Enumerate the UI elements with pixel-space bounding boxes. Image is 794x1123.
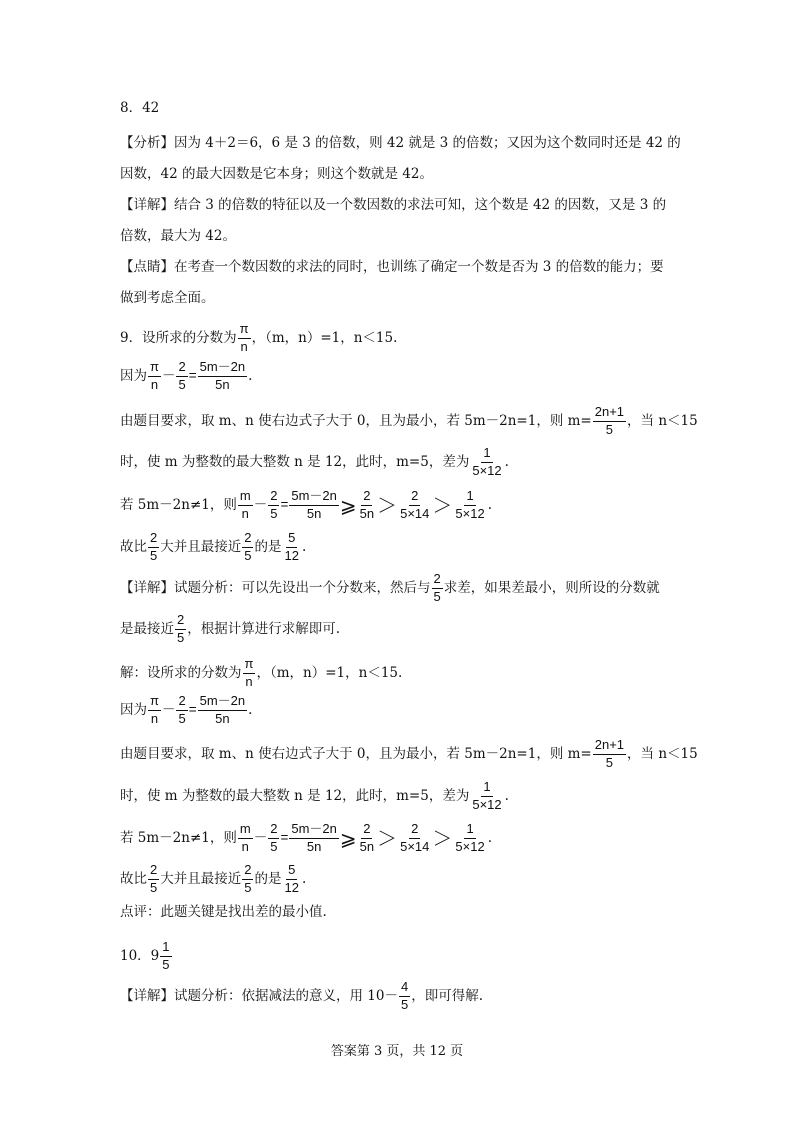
q9-solution-because-line	[120, 694, 252, 727]
fraction-5m-2n-over-5n	[198, 360, 248, 393]
numerator: 1	[464, 489, 475, 506]
numerator: 2	[268, 822, 279, 839]
denominator: 5n	[215, 376, 230, 392]
numerator: 2	[432, 572, 443, 589]
numerator: 2	[175, 613, 186, 630]
fraction-2-over-5	[268, 822, 279, 855]
denominator: 5	[150, 879, 158, 895]
denominator: 5	[605, 754, 613, 770]
denominator: 12	[284, 547, 299, 563]
numerator: π	[148, 360, 161, 377]
denominator: 5	[244, 879, 252, 895]
denominator: 12	[284, 879, 299, 895]
denominator: n	[245, 673, 253, 689]
q9-detail-line2	[120, 613, 340, 646]
q8-answer: 8．42	[120, 100, 160, 116]
q8-analysis-line1: 【分析】因为 4＋2＝6，6 是 3 的倍数，则 42 就是 3 的倍数；又因为这个数同时还是 42 的	[120, 135, 681, 151]
fraction-1-over-5	[160, 940, 171, 973]
denominator: 5n	[359, 838, 375, 854]
q8-analysis-line2: 因数，42 的最大因数是它本身；则这个数就是 42。	[120, 166, 433, 182]
numerator: π	[238, 322, 251, 339]
denominator: 5n	[306, 505, 322, 521]
numerator: 1	[160, 940, 171, 957]
fraction-1-over-5x12	[470, 446, 503, 479]
fraction-2-over-5x14	[398, 489, 431, 522]
fraction-2-over-5x14	[398, 822, 431, 855]
denominator: 5×14	[400, 838, 430, 854]
denominator: 5	[150, 547, 158, 563]
q10-answer-line	[120, 940, 173, 973]
period: .	[248, 701, 253, 718]
text: ，（m，n）=1，n＜15.	[256, 664, 403, 681]
gt-sign: ＞	[377, 493, 398, 518]
numerator: 2	[361, 822, 372, 839]
period: .	[504, 787, 509, 804]
fraction-2-over-5	[242, 531, 253, 564]
q9-solution-conclusion-line	[120, 863, 306, 896]
q8-comment-line1: 【点睛】在考查一个数因数的求法的同时，也训练了确定一个数是否为 3 的倍数的能力；要	[120, 259, 664, 275]
minus-sign: －	[161, 701, 176, 717]
q9-solution-ne-line	[120, 822, 492, 855]
fraction-2-over-5	[175, 613, 186, 646]
numerator: 2	[242, 531, 253, 548]
denominator: 5	[605, 421, 613, 437]
text: 因为	[120, 701, 147, 718]
denominator: 5n	[215, 710, 230, 726]
period: .	[487, 496, 492, 513]
text: 由题目要求，取 m、n 使右边式子大于 0，且为最小，若 5m－2n=1，则 m=	[120, 412, 592, 429]
denominator: 5	[178, 376, 186, 392]
period: .	[487, 829, 492, 846]
fraction-4-over-5	[399, 980, 410, 1013]
equals-sign: =	[280, 829, 289, 845]
numerator: 1	[464, 822, 475, 839]
denominator: 5	[178, 710, 186, 726]
text: 【详解】试题分析：可以先设出一个分数来，然后与	[120, 579, 431, 596]
gt-sign: ＞	[377, 826, 398, 851]
numerator: 2	[361, 489, 372, 506]
numerator: 1	[481, 446, 492, 463]
q9-set-line	[120, 322, 397, 355]
text: 大并且最接近	[160, 538, 242, 555]
q9-solution-set-line	[120, 657, 402, 690]
fraction-5-over-12	[282, 863, 300, 896]
text: 求差，如果差最小，则所设的分数就	[443, 579, 660, 596]
fraction-pi-over-n	[238, 322, 251, 355]
denominator: 5×12	[472, 796, 502, 812]
period: .	[248, 367, 253, 384]
numerator: 2	[409, 822, 420, 839]
fraction-5m-2n-over-5n	[198, 694, 248, 727]
text: 因为	[120, 367, 147, 384]
denominator: 5×12	[455, 838, 485, 854]
numerator: 5	[286, 531, 297, 548]
q9-detail-line1	[120, 572, 660, 605]
denominator: n	[241, 838, 249, 854]
text: ，当 n＜15	[627, 745, 698, 762]
fraction-5-over-12	[282, 531, 300, 564]
text: ，当 n＜15	[627, 412, 698, 429]
denominator: 5	[177, 629, 185, 645]
numerator: 5m－2n	[198, 360, 248, 377]
q9-ne-line	[120, 489, 492, 522]
text: 【详解】试题分析：依据减法的意义，用 10－	[120, 987, 398, 1004]
fraction-m-over-n	[238, 489, 253, 522]
q8-detail-line2: 倍数，最大为 42。	[120, 228, 236, 244]
fraction-m-over-n	[238, 822, 253, 855]
numerator: 2	[409, 489, 420, 506]
text: 大并且最接近	[160, 870, 242, 887]
numerator: m	[238, 822, 253, 839]
text: 若 5m－2n≠1，则	[120, 829, 237, 846]
fraction-2-over-5	[176, 360, 187, 393]
numerator: π	[243, 657, 256, 674]
fraction-2-over-5	[432, 572, 443, 605]
period: .	[504, 453, 509, 470]
fraction-1-over-5x12	[453, 822, 486, 855]
denominator: 5n	[359, 505, 375, 521]
q9-solution-when-line	[120, 780, 509, 813]
denominator: 5×14	[400, 505, 430, 521]
fraction-2-over-5	[176, 694, 187, 727]
denominator: 5n	[306, 838, 322, 854]
fraction-2-over-5	[268, 489, 279, 522]
equals-sign: =	[280, 496, 289, 512]
denominator: n	[150, 376, 159, 392]
denominator: 5	[270, 838, 278, 854]
fraction-1-over-5x12	[453, 489, 486, 522]
denominator: 5	[244, 547, 252, 563]
minus-sign: －	[161, 367, 176, 383]
period: .	[301, 870, 307, 887]
q8-detail-line1: 【详解】结合 3 的倍数的特征以及一个数因数的求法可知，这个数是 42 的因数，又是 3 的	[120, 197, 667, 213]
geq-sign: ⩾	[339, 826, 357, 851]
fraction-2-over-5n	[358, 489, 376, 522]
text: 时，使 m 为整数的最大整数 n 是 12，此时，m=5，差为	[120, 453, 470, 470]
equals-sign: =	[188, 367, 197, 383]
q9-because-line	[120, 360, 252, 393]
minus-sign: －	[253, 496, 268, 512]
geq-sign: ⩾	[339, 493, 357, 518]
q8-comment-line2: 做到考虑全面。	[120, 290, 215, 306]
fraction-2-over-5	[148, 531, 159, 564]
numerator: π	[148, 694, 161, 711]
q10-detail-line	[120, 980, 483, 1013]
denominator: 5	[433, 588, 441, 604]
gt-sign: ＞	[432, 493, 453, 518]
numerator: 2	[148, 863, 159, 880]
numerator: 2n+1	[593, 405, 626, 422]
fraction-2n1-over-5	[593, 405, 626, 438]
text: 若 5m－2n≠1，则	[120, 496, 237, 513]
fraction-5m-2n-over-5n	[289, 489, 339, 522]
numerator: 5m－2n	[198, 694, 248, 711]
fraction-pi-over-n	[148, 360, 161, 393]
numerator: 2n+1	[593, 738, 626, 755]
text: 是最接近	[120, 620, 174, 637]
denominator: 5×12	[455, 505, 485, 521]
numerator: 4	[399, 980, 410, 997]
numerator: 5	[286, 863, 297, 880]
text: 由题目要求，取 m、n 使右边式子大于 0，且为最小，若 5m－2n=1，则 m=	[120, 745, 592, 762]
period: .	[301, 538, 307, 555]
denominator: 5	[162, 956, 170, 972]
fraction-pi-over-n	[148, 694, 161, 727]
q9-solution-requirement-line	[120, 738, 698, 771]
numerator: 5m－2n	[289, 822, 339, 839]
page-footer: 答案第 3 页，共 12 页	[330, 1044, 464, 1059]
fraction-1-over-5x12	[470, 780, 503, 813]
text: 9．设所求的分数为	[120, 329, 237, 346]
q9-requirement-line	[120, 405, 698, 438]
q9-when-line	[120, 446, 509, 479]
fraction-2-over-5n	[358, 822, 376, 855]
numerator: 2	[176, 694, 187, 711]
fraction-pi-over-n	[243, 657, 256, 690]
numerator: 1	[481, 780, 492, 797]
text: 解：设所求的分数为	[120, 664, 242, 681]
text: 故比	[120, 870, 147, 887]
gt-sign: ＞	[432, 826, 453, 851]
q9-review: 点评：此题关键是找出差的最小值.	[120, 904, 327, 920]
fraction-2-over-5	[242, 863, 253, 896]
denominator: 5	[400, 996, 409, 1012]
text: ，即可得解.	[411, 987, 484, 1004]
fraction-5m-2n-over-5n	[289, 822, 339, 855]
fraction-2-over-5	[148, 863, 159, 896]
minus-sign: －	[253, 829, 268, 845]
numerator: 2	[176, 360, 187, 377]
text: 时，使 m 为整数的最大整数 n 是 12，此时，m=5，差为	[120, 787, 470, 804]
numerator: m	[238, 489, 253, 506]
numerator: 5m－2n	[289, 489, 339, 506]
fraction-2n1-over-5	[593, 738, 626, 771]
denominator: n	[241, 505, 249, 521]
numerator: 2	[268, 489, 279, 506]
text: 故比	[120, 538, 147, 555]
text: ，根据计算进行求解即可.	[187, 620, 341, 637]
denominator: n	[150, 710, 159, 726]
equals-sign: =	[188, 701, 197, 717]
q9-conclusion-line	[120, 531, 306, 564]
text: 10．9	[120, 947, 160, 964]
text: 的是	[254, 870, 282, 887]
text: ，（m，n）=1，n＜15.	[251, 329, 398, 346]
numerator: 2	[148, 531, 159, 548]
denominator: n	[240, 338, 248, 354]
text: 的是	[254, 538, 282, 555]
numerator: 2	[242, 863, 253, 880]
denominator: 5	[270, 505, 278, 521]
denominator: 5×12	[472, 462, 502, 478]
